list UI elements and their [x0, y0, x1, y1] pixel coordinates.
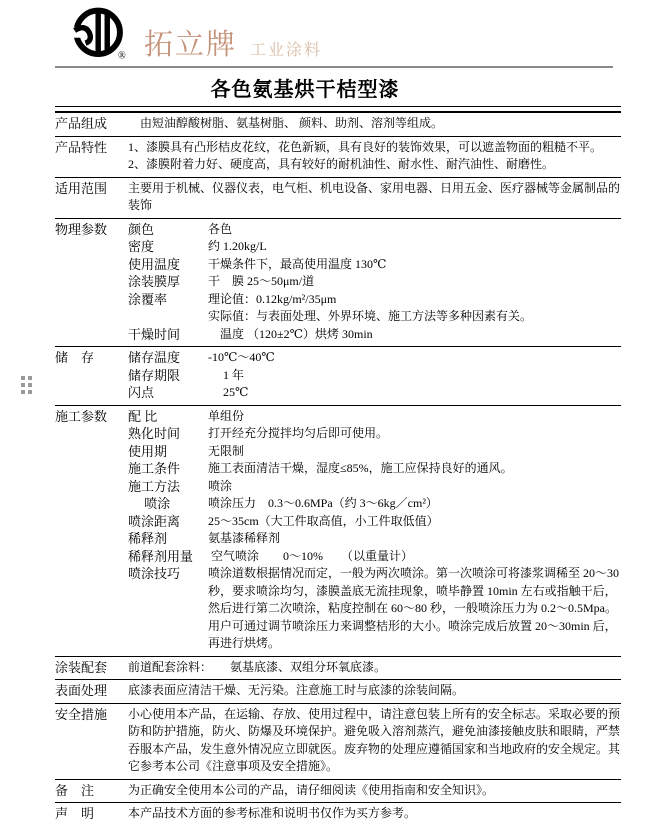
registered-mark: ® [118, 50, 126, 62]
section-text: 由短油醇酸树脂、氨基树脂、 颜料、助剂、溶剂等组成。 [128, 116, 444, 130]
param-row [128, 530, 621, 548]
section-label: 产品组成 [55, 116, 108, 131]
param-value: 1 年 [208, 367, 245, 382]
section-surface-treatment [55, 680, 621, 704]
param-row [128, 548, 621, 566]
section-physical-params [55, 219, 621, 348]
param-row [128, 460, 621, 478]
param-row [128, 256, 621, 274]
section-safety-measures [55, 704, 621, 780]
section-application-params [55, 406, 621, 657]
param-name: 干燥时间 [128, 326, 181, 342]
param-value: 各色 [208, 221, 233, 236]
section-label: 物理参数 [55, 221, 108, 237]
param-name: 稀释剂 [128, 531, 168, 546]
section-text: 主要用于机械、仪器仪表，电气柜、机电设备、家用电器、日用五金、医疗器械等金属制品的装饰 [128, 180, 621, 212]
section-label: 适用范围 [55, 180, 108, 196]
section-label: 安全措施 [55, 706, 108, 722]
param-value: 理论值：0.12kg/m²/35μm [208, 291, 337, 306]
param-row [128, 425, 621, 443]
section-text: 2、漆膜附着力好、硬度高，具有较好的耐机油性、耐水性、耐汽油性、耐磨性。 [128, 157, 555, 171]
param-name: 稀释剂用量 [128, 548, 194, 564]
section-storage [55, 347, 621, 406]
section-label: 储 存 [55, 350, 95, 365]
param-row [128, 238, 621, 256]
param-name: 喷涂 [128, 496, 171, 511]
param-value: 无限制 [208, 443, 245, 458]
section-label: 备 注 [55, 782, 95, 798]
param-name: 密度 [128, 239, 155, 254]
section-label: 施工参数 [55, 408, 108, 424]
brand-name: 拓立牌 [144, 29, 238, 61]
param-name: 储存温度 [128, 350, 181, 365]
section-product-features [55, 137, 621, 178]
param-name: 喷涂距离 [128, 513, 181, 529]
param-value: -10℃～40℃ [208, 350, 275, 364]
param-value: 干 膜 25～50μm/道 [208, 274, 315, 288]
param-row [128, 349, 621, 367]
spec-table [55, 106, 621, 826]
param-value: 约 1.20kg/L [208, 239, 267, 253]
header-divider [55, 66, 613, 68]
param-name: 闪点 [128, 385, 155, 400]
param-row [128, 443, 621, 461]
param-value: 实际值：与表面处理、外界环境、施工方法等多种因素有关。 [208, 309, 533, 323]
param-row [128, 308, 621, 326]
param-row [128, 273, 621, 291]
param-name: 喷涂技巧 [128, 566, 181, 581]
param-row [128, 367, 621, 385]
param-value: 施工表面清洁干燥，湿度≤85%，施工应保持良好的通风。 [208, 461, 513, 475]
param-value: 打开经充分搅拌均匀后即可使用。 [208, 426, 389, 440]
param-name: 涂覆率 [128, 291, 168, 307]
param-row [128, 326, 621, 344]
section-text: 小心使用本产品，在运输、存放、使用过程中，请注意包装上所有的安全标志。采取必要的预防和防护措施，防火、防爆及环境保护。避免吸入溶剂蒸汽，避免油漆接触皮肤和眼睛，严禁吞服本产品，发生意外情况应立即就医。废弃物的处理应遵循国家和当地政府的安全规定。其它参考本公司《注意事项及安全措施》。 [128, 706, 621, 773]
section-text: 为正确安全使用本公司的产品，请仔细阅读《使用指南和安全知识》。 [128, 782, 495, 797]
drag-handle-dots-icon[interactable] [21, 376, 33, 396]
param-row [128, 565, 621, 653]
param-value: 温度 （120±2℃）烘烤 30min [208, 326, 373, 341]
section-label: 产品特性 [55, 139, 108, 155]
param-name: 使用温度 [128, 256, 181, 272]
param-name: 配 比 [128, 408, 158, 424]
param-row [128, 478, 621, 496]
param-value: 喷涂 [208, 478, 233, 493]
param-value: 25℃ [208, 385, 249, 399]
param-row [128, 384, 621, 402]
param-value: 单组份 [208, 408, 245, 423]
section-label: 表面处理 [55, 683, 108, 698]
param-name: 施工方法 [128, 478, 181, 494]
param-name: 使用期 [128, 443, 168, 459]
brand-logo-icon [70, 6, 130, 64]
param-name: 施工条件 [128, 461, 181, 476]
section-product-composition [55, 113, 621, 137]
section-text: 底漆表面应清洁干燥、无污染。注意施工时与底漆的涂装间隔。 [128, 683, 465, 697]
param-value: 喷涂道数根据情况而定，一般为两次喷涂。第一次喷涂可将漆浆调稀至 20～30 秒，要求喷涂均匀，漆膜盖底无流挂现象，喷毕静置 10min 左右或指触干后，然后进行第二次喷涂，粘度控制在 60～80 秒，一般喷涂压力为 0.2～0.5Mpa。用户可通过调节喷涂压力来调整桔形的大小。喷涂完成后放置 20～30min 后，再进行烘烤。 [208, 566, 623, 650]
param-row [128, 291, 621, 309]
brand-subtitle: 工业涂料 [250, 42, 323, 59]
param-row [128, 408, 621, 426]
page-title: 各色氨基烘干桔型漆 [210, 79, 400, 101]
section-coating-system [55, 657, 621, 681]
section-declaration [55, 803, 621, 826]
param-name: 储存期限 [128, 367, 181, 383]
param-name: 涂装膜厚 [128, 274, 181, 289]
param-value: 喷涂压力 0.3～0.6MPa（约 3～6kg／cm²） [208, 496, 438, 510]
section-text: 前道配套涂料： 氨基底漆、双组分环氧底漆。 [128, 659, 387, 674]
section-remarks [55, 780, 621, 804]
param-value: 25～35cm（大工件取高值，小工件取低值） [208, 513, 439, 528]
param-value: 氨基漆稀释剂 [208, 531, 281, 545]
section-label: 涂装配套 [55, 659, 108, 675]
param-value: 空气喷涂 0～10% （以重量计） [208, 548, 413, 563]
section-application-scope [55, 178, 621, 219]
section-text: 1、漆膜具有凸形桔皮花纹，花色新颖，具有良好的装饰效果，可以遮盖物面的粗糙不平。 [128, 139, 603, 154]
param-value: 干燥条件下，最高使用温度 130℃ [208, 256, 387, 271]
param-row [128, 221, 621, 239]
section-label: 声 明 [55, 806, 95, 821]
param-name [128, 308, 208, 326]
param-row [128, 495, 621, 513]
param-row [128, 513, 621, 531]
param-name: 熟化时间 [128, 426, 181, 441]
section-text: 本产品技术方面的参考标准和说明书仅作为买方参考。 [128, 806, 417, 820]
table-top-rule [55, 106, 621, 113]
param-name: 颜色 [128, 221, 155, 237]
